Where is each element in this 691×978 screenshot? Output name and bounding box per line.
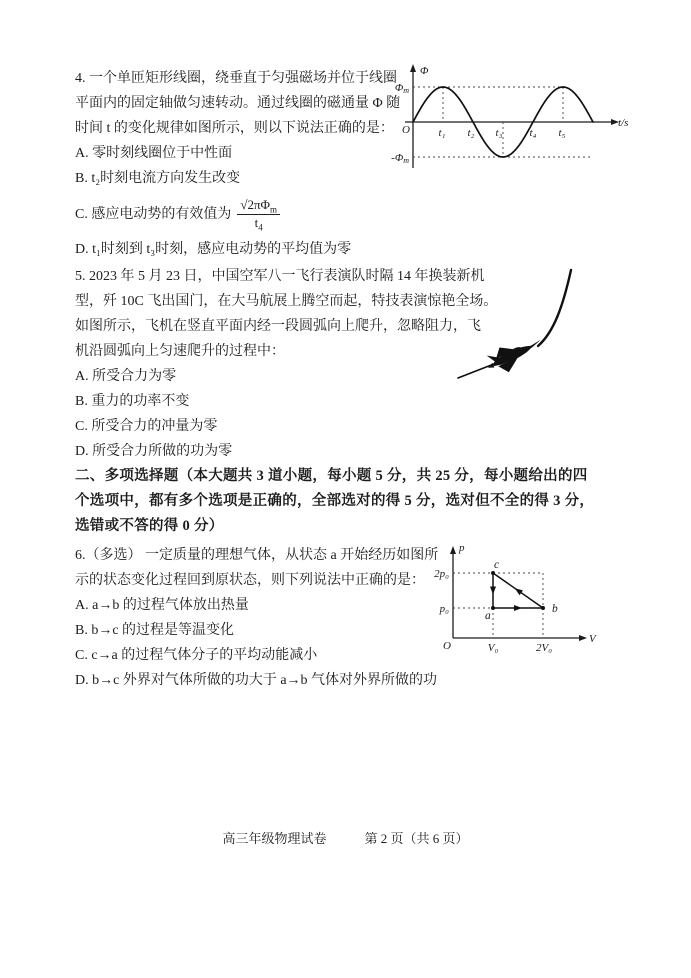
q4-line: 4. 一个单匝矩形线圈，绕垂直于匀强磁场并位于线圈 [75,71,397,86]
question-5 [75,264,497,464]
q6-option-a: A. a→b 的过程气体放出热量 [75,598,249,613]
phi-axis-arrow [410,64,416,72]
jet-silhouette [482,330,548,379]
footer-page-number: 第 2 页（共 6 页） [364,831,469,846]
q4-line: 平面内的固定轴做匀速转动。通过线圈的磁通量 Φ 随 [75,96,401,111]
phi-min-label: -Φm [391,152,409,165]
q5-option-b: B. 重力的功率不变 [75,394,190,409]
formula-numerator: $√2\pi\Phi_m$ [237,198,280,215]
svg-text:a: a [485,610,491,622]
formula-denominator: $t_4$ [254,214,263,233]
tick-t1: t₁ [438,127,446,139]
time-axis-label: t/s [618,117,629,129]
svg-text:b: b [552,603,558,615]
fighter-jet-illustration [450,256,670,384]
tick-t2: t₂ [467,127,475,139]
q5-line: 机沿圆弧向上匀速爬升的过程中： [75,344,285,359]
origin-label: O [402,124,410,136]
p0-tick-label: p₀ [439,603,449,615]
section-2-heading [75,464,594,539]
q5-line: 如图所示，飞机在竖直平面内经一段圆弧向上爬升，忽略阻力，飞 [75,319,481,334]
2v0-tick-label: 2V₀ [535,642,553,654]
q5-option-d: D. 所受合力所做的功为零 [75,444,233,459]
question-4 [75,66,400,262]
q4-line: 时间 t 的变化规律如图所示，则以下说法正确的是： [75,121,394,136]
q6-line: 示的状态变化过程回到原状态，则下列说法中正确的是： [75,573,425,588]
flux-time-graph [383,60,635,174]
v0-tick-label: V₀ [487,642,499,654]
section-2-line: 个选项中，都有多个选项是正确的，全部选对的得 5 分，选对但不全的得 3 分， [75,493,595,509]
section-2-line: 选错或不答的得 0 分） [75,518,224,534]
pv-diagram [423,538,598,656]
section-2-line: 二、多项选择题（本大题共 3 道小题，每小题 5 分，共 25 分，每小题给出的四 [75,468,588,484]
v-axis-arrow [579,635,587,641]
question-6 [75,543,438,693]
pv-cycle-path [485,559,558,622]
svg-text:c: c [494,559,500,571]
q6-option-b: B. b→c 的过程是等温变化 [75,623,235,638]
q4-option-b: B. t₂时刻电流方向发生改变 [75,171,241,186]
q4-option-c [75,191,400,237]
q5-option-a: A. 所受合力为零 [75,369,177,384]
q5-line: 型，歼 10C 飞出国门，在大马航展上腾空而起，特技表演惊艳全场。 [75,294,498,309]
q4-option-a: A. 零时刻线圈位于中性面 [75,146,233,161]
q6-line: 6.（多选） 一定质量的理想气体，从状态 a 开始经历如图所 [75,548,439,563]
q5-line: 5. 2023 年 5 月 23 日，中国空军八一飞行表演队时隔 14 年换装新机 [75,269,485,284]
tick-t4: t₄ [529,127,537,139]
v-axis-label: V [589,633,596,645]
pv-origin-label: O [443,640,451,652]
q4-option-d: D. t₁时刻到 t₃时刻，感应电动势的平均值为零 [75,242,352,257]
q6-option-d: D. b→c 外界对气体所做的功大于 a→b 气体对外界所做的功 [75,673,438,688]
2p0-tick-label: 2p₀ [434,568,449,580]
footer-exam-title: 高三年级物理试卷 [222,831,327,846]
p-axis-label: p [459,542,465,554]
tick-t3: t₃ [495,127,503,139]
q6-option-c: C. c→a 的过程气体分子的平均动能减小 [75,648,318,663]
phi-max-label: Φm [394,82,409,95]
emf-formula [237,198,280,231]
climb-arc-trail [538,270,571,346]
q5-option-c: C. 所受合力的冲量为零 [75,419,218,434]
p-axis-arrow [450,546,456,554]
phi-axis-label: Φ [420,65,429,77]
tick-t5: t₅ [558,127,566,139]
page-footer [0,828,691,847]
q4-option-c-text: C. 感应电动势的有效值为 [75,206,232,222]
